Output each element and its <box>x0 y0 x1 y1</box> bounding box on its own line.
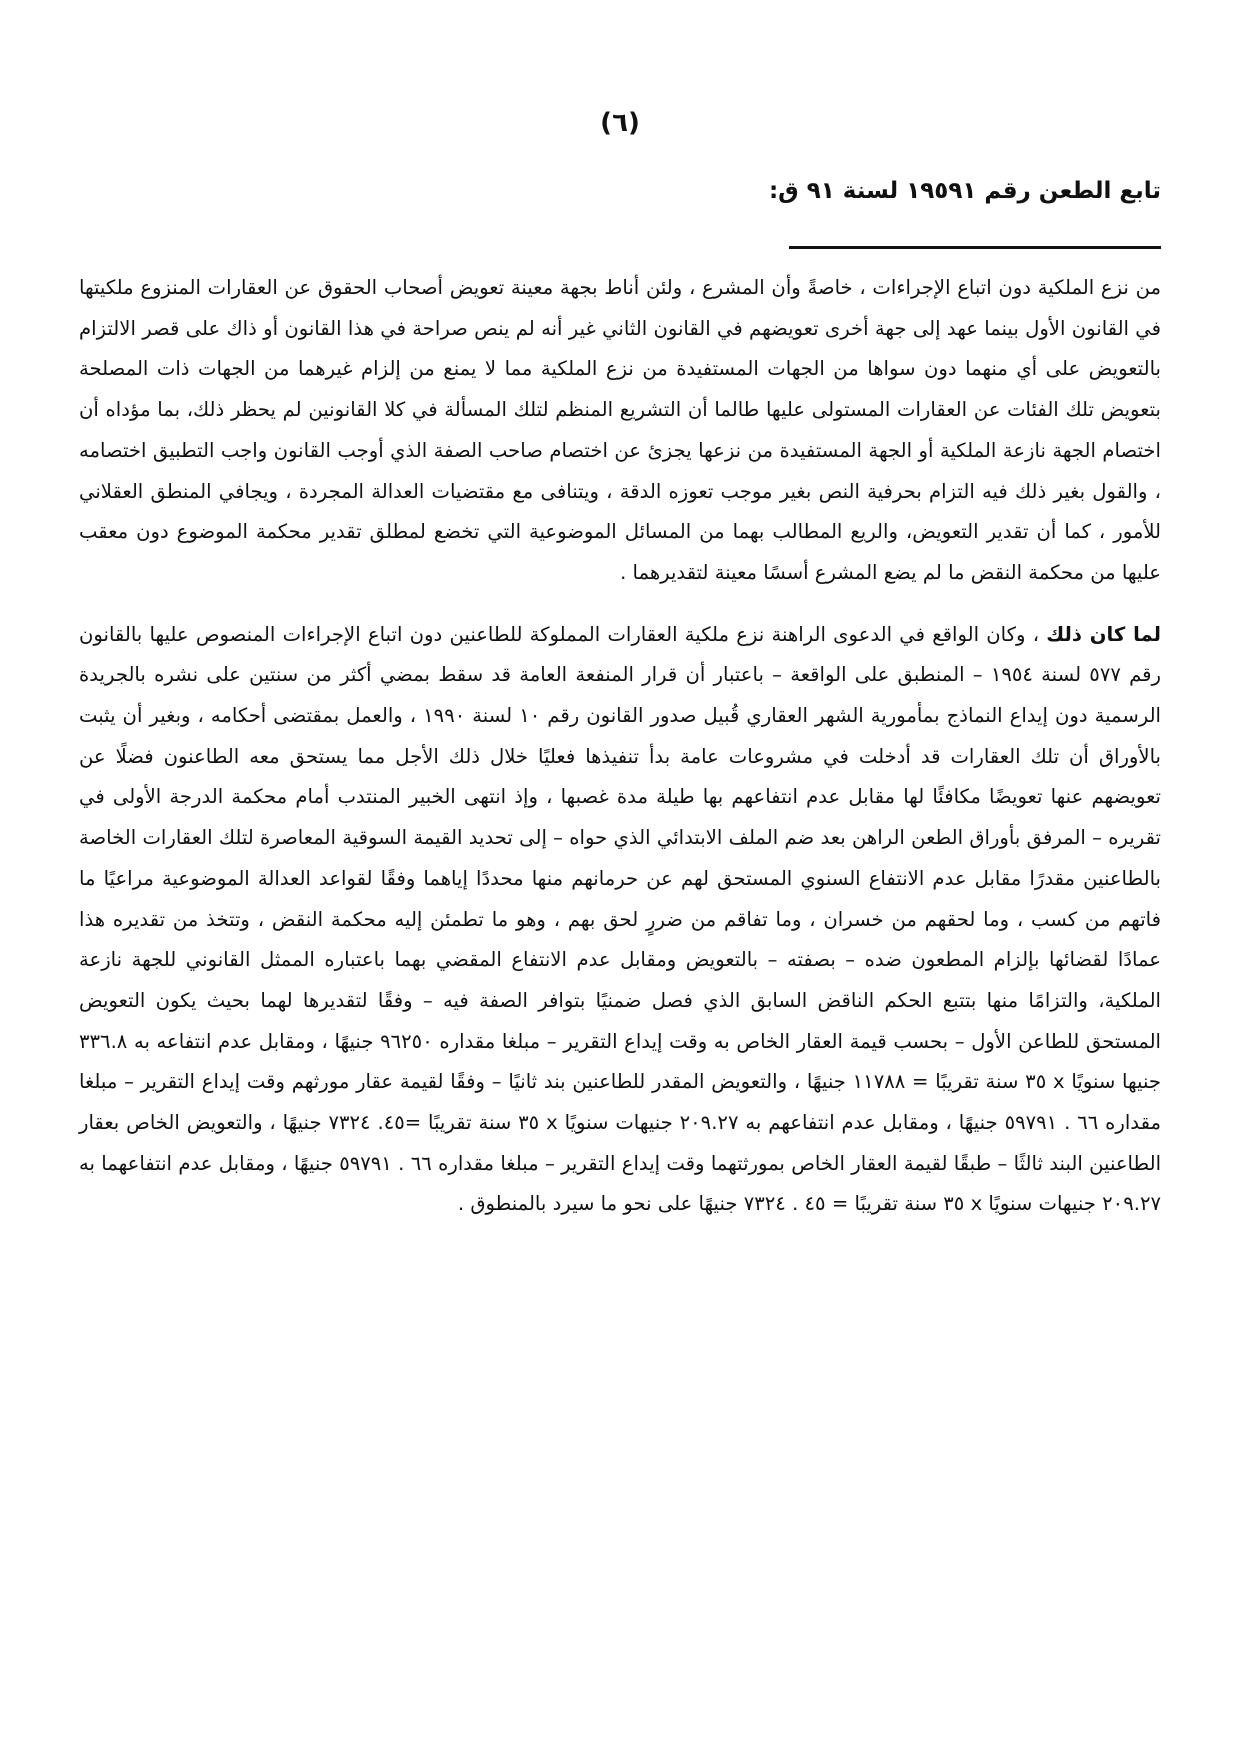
page-number: (٦) <box>600 108 640 138</box>
paragraph-2-lead: لما كان ذلك <box>1046 622 1161 646</box>
document-body <box>79 268 1161 1225</box>
case-header: تابع الطعن رقم ١٩٥٩١ لسنة ٩١ ق: <box>768 178 1161 204</box>
paragraph-2-text: ، وكان الواقع في الدعوى الراهنة نزع ملكية العقارات المملوكة للطاعنين دون اتباع الإجراءات المنصوص عليها بالقانون رقم ٥٧٧ لسنة ١٩٥٤ – المنطبق على الواقعة – باعتبار أن قرار المنفعة العامة قد سقط بمضي أكثر من سنتين على نشره بالجريدة الرسمية دون إيداع النماذج بمأمورية الشهر العقاري قُبيل صدور القانون رقم ١٠ لسنة ١٩٩٠ ، والعمل بمقتضى أحكامه ، وبغير أن يثبت بالأوراق أن تلك العقارات قد أدخلت في مشروعات عامة بدأ تنفيذها فعليًا خلال ذلك الأجل مما يستحق معه الطاعنون فضلًا عن تعويضهم عنها تعويضًا مكافئًا لها مقابل عدم انتفاعهم بها طيلة مدة غصبها ، وإذ انتهى الخبير المنتدب أمام محكمة الدرجة الأولى في تقريره – المرفق بأوراق الطعن الراهن بعد ضم الملف الابتدائي الذي حواه – إلى تحديد القيمة السوقية المعاصرة لتلك العقارات الخاصة بالطاعنين مقدرًا مقابل عدم الانتفاع السنوي المستحق لهم عن حرمانهم منها محددًا إياهما وفقًا لقواعد العدالة الموضوعية مراعيًا ما فاتهم من كسب ، وما لحقهم من خسران ، وما تفاقم من ضررٍ لحق بهم ، وهو ما تطمئن إليه محكمة النقض ، وتتخذ من تقديره هذا عمادًا لقضائها بإلزام المطعون ضده – بصفته – بالتعويض ومقابل عدم الانتفاع المقضي بهما باعتباره الممثل القانوني للجهة نازعة الملكية، والتزامًا منها بتتبع الحكم الناقض السابق الذي فصل ضمنيًا بتوافر الصفة فيه – وفقًا لتقديرها لهما بحيث يكون التعويض المستحق للطاعن الأول – بحسب قيمة العقار الخاص به وقت إيداع التقرير – مبلغا مقداره ٩٦٢٥٠ جنيهًا ، ومقابل عدم انتفاعه به ٣٣٦.٨ جنيها سنويًا x ٣٥ سنة تقريبًا = ١١٧٨٨ جنيهًا ، والتعويض المقدر للطاعنين بند ثانيًا – وفقًا لقيمة عقار مورثهم وقت إيداع التقرير – مبلغا مقداره ٦٦ . ٥٩٧٩١ جنيهًا ، ومقابل عدم انتفاعهم به ٢٠٩.٢٧ جنيهات سنويًا x ٣٥ سنة تقريبًا =٤٥. ٧٣٢٤ جنيهًا ، والتعويض الخاص بعقار الطاعنين البند ثالثًا – طبقًا لقيمة العقار الخاص بمورثتهما وقت إيداع التقرير – مبلغا مقداره ٦٦ . ٥٩٧٩١ جنيهًا ، ومقابل عدم انتفاعهما به ٢٠٩.٢٧ جنيهات سنويًا x ٣٥ سنة تقريبًا = ٤٥ . ٧٣٢٤ جنيهًا على نحو ما سيرد بالمنطوق . <box>79 622 1162 1216</box>
paragraph-2 <box>79 615 1161 1226</box>
paragraph-1: من نزع الملكية دون اتباع الإجراءات ، خاصةً وأن المشرع ، ولئن أناط بجهة معينة تعويض أصحاب الحقوق عن العقارات المنزوع ملكيتها في القانون الأول بينما عهد إلى جهة أخرى تعويضهم في القانون الثاني غير أنه لم ينص صراحة في هذا القانون أو ذاك على قصر الالتزام بالتعويض على أي منهما دون سواها من الجهات المستفيدة من نزع الملكية مما لا يمنع من إلزام غيرهما من الجهات ذات المصلحة بتعويض تلك الفئات عن العقارات المستولى عليها طالما أن التشريع المنظم لتلك المسألة في كلا القانونين لم يحظر ذلك، بما مؤداه أن اختصام الجهة نازعة الملكية أو الجهة المستفيدة من نزعها يجزئ عن اختصام صاحب الصفة الذي أوجب القانون واجب التطبيق اختصامه ، والقول بغير ذلك فيه التزام بحرفية النص بغير موجب تعوزه الدقة ، ويتنافى مع مقتضيات العدالة المجردة ، ويجافي المنطق العقلاني للأمور ، كما أن تقدير التعويض، والريع المطالب بهما من المسائل الموضوعية التي تخضع لمطلق تقدير محكمة الموضوع دون معقب عليها من محكمة النقض ما لم يضع المشرع أسسًا معينة لتقديرهما . <box>79 276 1161 584</box>
header-divider <box>789 246 1161 249</box>
